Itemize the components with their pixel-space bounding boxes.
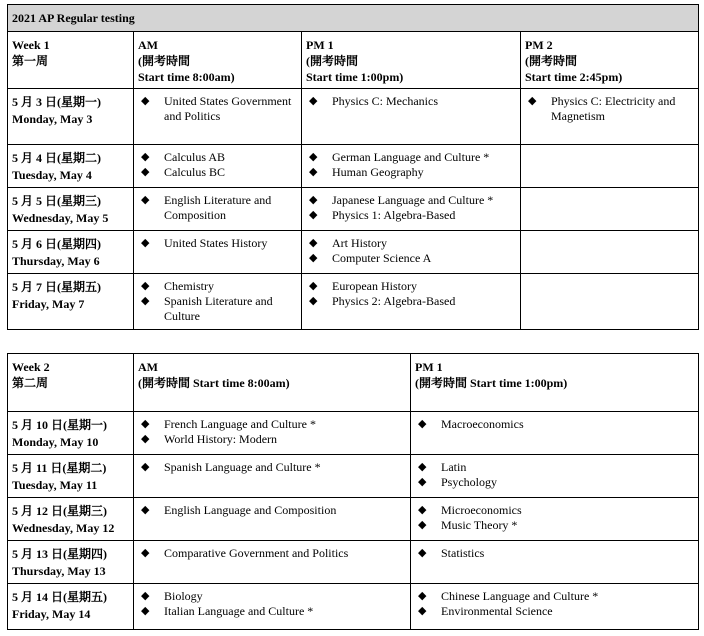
subject-item [134, 94, 301, 124]
bullet-icon: ◆ [141, 590, 150, 602]
bullet-icon: ◆ [418, 461, 427, 473]
pm2-cell [521, 274, 699, 330]
bullet-icon: ◆ [309, 151, 318, 163]
subject-item [411, 546, 698, 561]
subject-name: European History [332, 279, 417, 293]
date-cell [8, 188, 134, 231]
subject-name: German Language and Culture * [332, 150, 490, 164]
am-cell [134, 231, 302, 274]
subject-list [134, 145, 301, 180]
subject-list [411, 584, 698, 619]
subject-name: Environmental Science [441, 604, 553, 618]
bullet-icon: ◆ [141, 151, 150, 163]
header-line: Start time 2:45pm) [525, 70, 623, 84]
bullet-icon: ◆ [309, 209, 318, 221]
subject-item [134, 432, 410, 447]
bullet-icon: ◆ [309, 252, 318, 264]
am-cell [134, 274, 302, 330]
am-cell [134, 145, 302, 188]
week2-header-row [8, 354, 699, 412]
table-row [8, 89, 699, 145]
subject-name: United States History [164, 236, 268, 250]
subject-name: Human Geography [332, 165, 424, 179]
bullet-icon: ◆ [309, 95, 318, 107]
subject-item [411, 518, 698, 533]
bullet-icon: ◆ [141, 95, 150, 107]
subject-item [302, 150, 520, 165]
week2-table [7, 353, 699, 630]
subject-item [134, 589, 410, 604]
date-en: Monday, May 10 [12, 435, 99, 449]
bullet-icon: ◆ [418, 519, 427, 531]
header-line: Week 2 [12, 360, 50, 374]
date-cn: 5 月 10 日(星期一) [12, 418, 107, 432]
week1-table [7, 4, 699, 330]
pm1-cell [411, 455, 699, 498]
date-cn: 5 月 11 日(星期二) [12, 461, 107, 475]
date-en: Tuesday, May 11 [12, 478, 98, 492]
pm1-cell [302, 89, 521, 145]
date-cn: 5 月 12 日(星期三) [12, 504, 107, 518]
subject-item [134, 460, 410, 475]
bullet-icon: ◆ [309, 166, 318, 178]
subject-item [134, 279, 301, 294]
subject-name: Psychology [441, 475, 498, 489]
subject-list [134, 541, 410, 561]
date-cell [8, 274, 134, 330]
subject-list [134, 231, 301, 251]
subject-item [302, 294, 520, 309]
subject-list [134, 89, 301, 124]
bullet-icon: ◆ [141, 418, 150, 430]
date-cn: 5 月 6 日(星期四) [12, 237, 101, 251]
date-en: Tuesday, May 4 [12, 168, 92, 182]
subject-name: Physics C: Mechanics [332, 94, 438, 108]
subject-list [411, 412, 698, 432]
bullet-icon: ◆ [141, 295, 150, 307]
week1-header-cell [8, 32, 134, 89]
header-line: 第一周 [12, 54, 49, 68]
week2-header-cell [8, 354, 134, 412]
date-en: Thursday, May 6 [12, 254, 100, 268]
bullet-icon: ◆ [418, 547, 427, 559]
subject-name: Latin [441, 460, 467, 474]
pm1-cell [302, 145, 521, 188]
bullet-icon: ◆ [141, 433, 150, 445]
pm1-cell [411, 498, 699, 541]
table-row [8, 498, 699, 541]
subject-list [134, 274, 301, 324]
subject-item [134, 503, 410, 518]
subject-item [302, 279, 520, 294]
date-cn: 5 月 3 日(星期一) [12, 95, 101, 109]
bullet-icon: ◆ [141, 194, 150, 206]
table-row [8, 412, 699, 455]
bullet-icon: ◆ [418, 590, 427, 602]
week1-header-cell [521, 32, 699, 89]
date-cell [8, 412, 134, 455]
pm1-cell [411, 584, 699, 630]
header-line: (開考時間 [525, 54, 577, 68]
subject-item [411, 589, 698, 604]
header-line: PM 2 [525, 38, 553, 52]
date-en: Friday, May 14 [12, 607, 91, 621]
bullet-icon: ◆ [309, 280, 318, 292]
table-row [8, 584, 699, 630]
header-line: PM 1 [415, 360, 443, 374]
subject-name: Spanish Literature and Culture [164, 294, 273, 323]
bullet-icon: ◆ [141, 461, 150, 473]
pm1-cell [411, 541, 699, 584]
am-cell [134, 584, 411, 630]
header-line: PM 1 [306, 38, 334, 52]
subject-name: Physics 1: Algebra-Based [332, 208, 456, 222]
subject-item [302, 94, 520, 109]
header-line: Start time 1:00pm) [306, 70, 404, 84]
bullet-icon: ◆ [418, 504, 427, 516]
subject-list [411, 498, 698, 533]
date-en: Friday, May 7 [12, 297, 85, 311]
bullet-icon: ◆ [141, 547, 150, 559]
date-en: Thursday, May 13 [12, 564, 106, 578]
bullet-icon: ◆ [418, 418, 427, 430]
subject-name: World History: Modern [164, 432, 278, 446]
week1-header-cell [134, 32, 302, 89]
week1-header-cell [302, 32, 521, 89]
header-line: (開考時間 Start time 1:00pm) [415, 376, 568, 390]
bullet-icon: ◆ [141, 166, 150, 178]
am-cell [134, 89, 302, 145]
am-cell [134, 188, 302, 231]
table-row [8, 455, 699, 498]
subject-item [411, 604, 698, 619]
date-cn: 5 月 4 日(星期二) [12, 151, 101, 165]
subject-list [302, 231, 520, 266]
date-cell [8, 584, 134, 630]
subject-item [302, 193, 520, 208]
pm2-cell [521, 188, 699, 231]
subject-list [134, 584, 410, 619]
subject-item [521, 94, 698, 124]
date-cell [8, 231, 134, 274]
subject-name: Physics C: Electricity and Magnetism [551, 94, 676, 123]
bullet-icon: ◆ [141, 504, 150, 516]
week1-header-row [8, 32, 699, 89]
date-cell [8, 455, 134, 498]
pm2-cell [521, 231, 699, 274]
subject-name: Music Theory * [441, 518, 518, 532]
subject-item [302, 236, 520, 251]
subject-name: English Literature and Composition [164, 193, 272, 222]
bullet-icon: ◆ [309, 194, 318, 206]
subject-list [134, 188, 301, 223]
subject-list [302, 145, 520, 180]
table-row [8, 231, 699, 274]
subject-item [302, 165, 520, 180]
date-cell [8, 498, 134, 541]
subject-item [134, 165, 301, 180]
subject-item [411, 503, 698, 518]
subject-name: Statistics [441, 546, 485, 560]
subject-name: Physics 2: Algebra-Based [332, 294, 456, 308]
subject-name: English Language and Composition [164, 503, 337, 517]
date-en: Wednesday, May 5 [12, 211, 109, 225]
subject-name: French Language and Culture * [164, 417, 316, 431]
am-cell [134, 498, 411, 541]
table-row [8, 274, 699, 330]
subject-item [134, 193, 301, 223]
subject-item [134, 150, 301, 165]
bullet-icon: ◆ [141, 280, 150, 292]
subject-name: Calculus BC [164, 165, 226, 179]
bullet-icon: ◆ [141, 605, 150, 617]
week2-header-cell [411, 354, 699, 412]
subject-list [134, 412, 410, 447]
date-cell [8, 89, 134, 145]
subject-name: Japanese Language and Culture * [332, 193, 494, 207]
subject-name: Computer Science A [332, 251, 432, 265]
header-line: (開考時間 [306, 54, 358, 68]
subject-name: Comparative Government and Politics [164, 546, 349, 560]
date-cn: 5 月 13 日(星期四) [12, 547, 107, 561]
am-cell [134, 412, 411, 455]
subject-name: Calculus AB [164, 150, 226, 164]
am-cell [134, 455, 411, 498]
pm1-cell [302, 231, 521, 274]
subject-item [302, 208, 520, 223]
bullet-icon: ◆ [418, 476, 427, 488]
subject-name: Chemistry [164, 279, 214, 293]
subject-item [411, 475, 698, 490]
subject-list [134, 498, 410, 518]
subject-item [411, 460, 698, 475]
subject-name: Chinese Language and Culture * [441, 589, 599, 603]
subject-item [411, 417, 698, 432]
bullet-icon: ◆ [418, 605, 427, 617]
pm2-cell [521, 145, 699, 188]
date-cell [8, 541, 134, 584]
am-cell [134, 541, 411, 584]
table-row [8, 145, 699, 188]
date-cn: 5 月 14 日(星期五) [12, 590, 107, 604]
table-row [8, 188, 699, 231]
subject-name: United States Government and Politics [164, 94, 292, 123]
page-title: 2021 AP Regular testing [8, 5, 699, 32]
header-line: (開考時間 Start time 8:00am) [138, 376, 290, 390]
subject-item [134, 294, 301, 324]
subject-name: Spanish Language and Culture * [164, 460, 321, 474]
pm1-cell [302, 274, 521, 330]
pm1-cell [411, 412, 699, 455]
bullet-icon: ◆ [528, 95, 537, 107]
subject-item [134, 236, 301, 251]
subject-item [134, 546, 410, 561]
header-line: 第二周 [12, 376, 49, 390]
header-line: AM [138, 38, 158, 52]
subject-name: Biology [164, 589, 203, 603]
subject-name: Art History [332, 236, 387, 250]
bullet-icon: ◆ [309, 295, 318, 307]
header-line: Week 1 [12, 38, 50, 52]
date-en: Wednesday, May 12 [12, 521, 115, 535]
subject-list [302, 274, 520, 309]
subject-list [302, 188, 520, 223]
bullet-icon: ◆ [309, 237, 318, 249]
table-row [8, 541, 699, 584]
date-cell [8, 145, 134, 188]
date-cn: 5 月 7 日(星期五) [12, 280, 101, 294]
subject-list [411, 455, 698, 490]
subject-name: Italian Language and Culture * [164, 604, 314, 618]
bullet-icon: ◆ [141, 237, 150, 249]
subject-list [411, 541, 698, 561]
header-line: (開考時間 [138, 54, 190, 68]
subject-name: Macroeconomics [441, 417, 524, 431]
header-line: Start time 8:00am) [138, 70, 235, 84]
date-cn: 5 月 5 日(星期三) [12, 194, 101, 208]
subject-item [134, 604, 410, 619]
subject-list [302, 89, 520, 109]
header-line: AM [138, 360, 158, 374]
subject-item [134, 417, 410, 432]
pm1-cell [302, 188, 521, 231]
week2-header-cell [134, 354, 411, 412]
date-en: Monday, May 3 [12, 112, 93, 126]
subject-item [302, 251, 520, 266]
subject-name: Microeconomics [441, 503, 522, 517]
pm2-cell [521, 89, 699, 145]
subject-list [521, 89, 698, 124]
subject-list [134, 455, 410, 475]
